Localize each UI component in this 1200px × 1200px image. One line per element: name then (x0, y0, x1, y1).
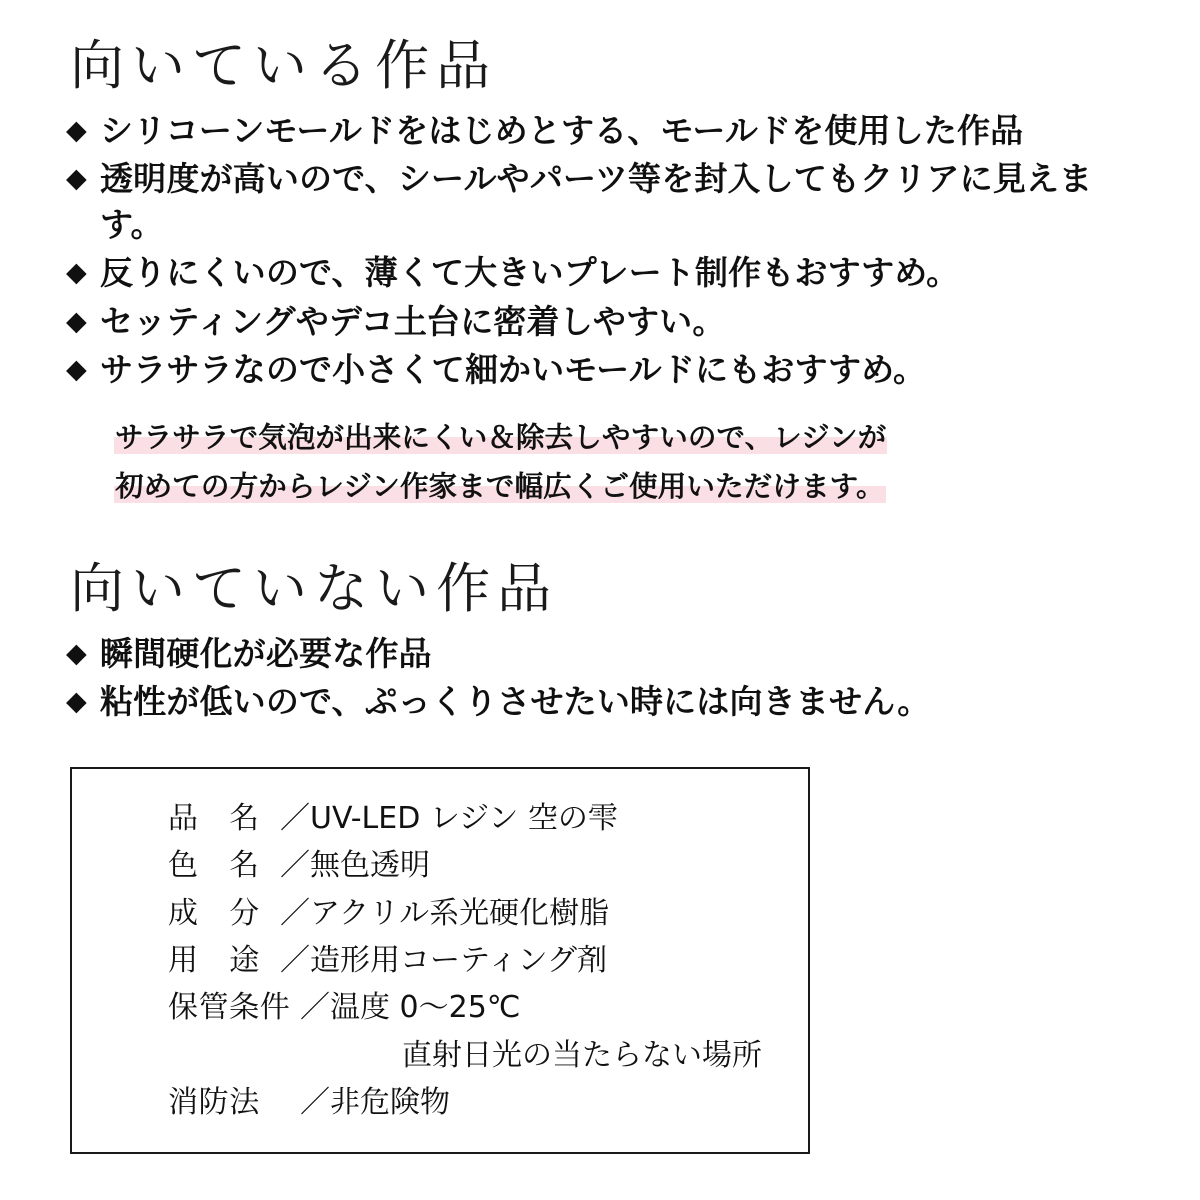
suitable-bullet-list (66, 108, 1154, 393)
spec-value: 直射日光の当たらない場所 (402, 1037, 762, 1073)
page-title-suitable: 向いている作品 (70, 34, 498, 97)
table-row (72, 1032, 808, 1079)
spec-value: UV-LED レジン 空の雫 (310, 800, 618, 836)
spec-separator: ／ (300, 1085, 330, 1121)
list-item (66, 250, 1154, 296)
spec-value: 造形用コーティング剤 (310, 942, 607, 978)
note-line (114, 462, 1154, 511)
list-item-label: 透明度が高いので、シールやパーツ等を封入してもクリアに見えます。 (100, 159, 1093, 244)
page-title-unsuitable: 向いていない作品 (70, 556, 559, 620)
diamond-bullet-icon: ◆ (66, 354, 87, 386)
list-item-label: 瞬間硬化が必要な作品 (100, 633, 432, 673)
unsuitable-bullet-list (66, 631, 1154, 725)
diamond-bullet-icon: ◆ (66, 637, 87, 669)
list-item (66, 631, 1154, 677)
diamond-bullet-icon: ◆ (66, 114, 87, 146)
list-item (66, 347, 1154, 393)
spec-label: 成 分 (168, 895, 260, 931)
spec-separator: ／ (280, 800, 310, 836)
note-line (114, 413, 1154, 462)
list-item (66, 679, 1154, 725)
spacer (66, 511, 1154, 557)
list-item (66, 299, 1154, 345)
spec-separator: ／ (280, 848, 310, 884)
table-row (72, 984, 808, 1031)
spec-label: 品 名 (168, 800, 260, 836)
diamond-bullet-icon: ◆ (66, 305, 87, 337)
list-item (66, 156, 1154, 247)
spec-value: アクリル系光硬化樹脂 (310, 895, 610, 931)
spec-label: 保管条件 (168, 990, 291, 1026)
spec-label: 消防法 (168, 1085, 260, 1121)
specification-table (70, 767, 810, 1155)
table-row (72, 842, 808, 889)
spec-value: 温度 0〜25℃ (330, 990, 521, 1026)
spec-value: 非危険物 (330, 1085, 450, 1121)
note-line-text: サラサラで気泡が出来にくい＆除去しやすいので、レジンが (115, 420, 887, 454)
table-row (72, 890, 808, 937)
highlighted-note (114, 413, 1154, 511)
spec-value: 無色透明 (310, 848, 430, 884)
spec-separator: ／ (300, 990, 330, 1026)
list-item-label: 反りにくいので、薄くて大きいプレート制作もおすすめ。 (100, 253, 960, 293)
note-line-text: 初めての方からレジン作家まで幅広くご使用いただけます。 (115, 469, 885, 503)
spec-label: 色 名 (168, 848, 260, 884)
list-item-label: サラサラなので小さくて細かいモールドにもおすすめ。 (100, 350, 927, 390)
spec-label: 用 途 (168, 942, 260, 978)
diamond-bullet-icon: ◆ (66, 686, 87, 718)
spec-separator: ／ (280, 942, 310, 978)
diamond-bullet-icon: ◆ (66, 257, 87, 289)
table-row (72, 1079, 808, 1126)
list-item-label: セッティングやデコ土台に密着しやすい。 (100, 301, 726, 341)
table-row (72, 795, 808, 842)
list-item-label: 粘性が低いので、ぷっくりさせたい時には向きません。 (100, 682, 931, 722)
diamond-bullet-icon: ◆ (66, 163, 87, 195)
list-item-label: シリコーンモールドをはじめとする、モールドを使用した作品 (100, 110, 1024, 150)
table-row (72, 937, 808, 984)
spec-separator: ／ (280, 895, 310, 931)
list-item (66, 108, 1154, 154)
